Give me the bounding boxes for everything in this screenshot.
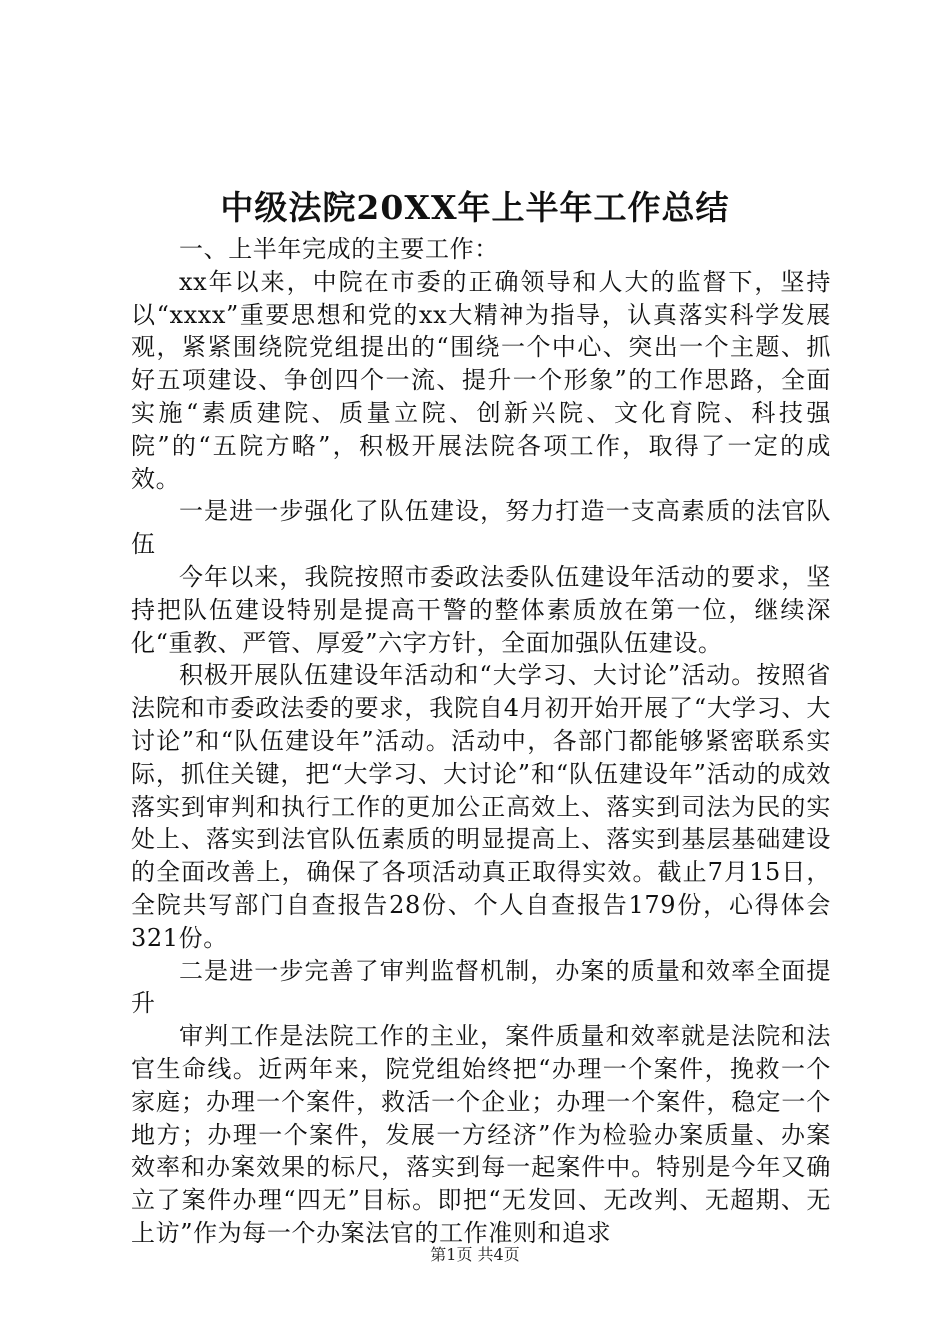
page-footer: 第1页 共4页 bbox=[430, 1245, 520, 1264]
document-title: 中级法院20XX年上半年工作总结 bbox=[220, 188, 730, 227]
document-body bbox=[131, 233, 831, 1250]
subheading-team-building: 一是进一步强化了队伍建设，努力打造一支高素质的法官队伍 bbox=[131, 497, 831, 559]
paragraph-trial-work: 审判工作是法院工作的主业，案件质量和效率就是法院和法官生命线。近两年来，院党组始终把“办理一个案件，挽救一个家庭；办理一个案件，救活一个企业；办理一个案件，稳定一个地方；办理一个案件，发展一方经济”作为检验办案质量、办案效率和办案效果的标尺，落实到每一起案件中。特别是今年又确立了案件办理“四无”目标。即把“无发回、无改判、无超期、无上访”作为每一个办案法官的工作准则和追求 bbox=[131, 1022, 831, 1247]
subheading-trial-supervision: 二是进一步完善了审判监督机制，办案的质量和效率全面提升 bbox=[131, 956, 831, 1018]
paragraph-team-building: 今年以来，我院按照市委政法委队伍建设年活动的要求，坚持把队伍建设特别是提高干警的整体素质放在第一位，继续深化“重教、严管、厚爱”六字方针，全面加强队伍建设。 bbox=[131, 562, 831, 657]
paragraph-overview: xx年以来，中院在市委的正确领导和人大的监督下，坚持以“xxxx”重要思想和党的xx大精神为指导，认真落实科学发展观，紧紧围绕院党组提出的“围绕一个中心、突出一个主题、抓好五项建设、争创四个一流、提升一个形象”的工作思路，全面实施“素质建院、质量立院、创新兴院、文化育院、科技强院”的“五院方略”，积极开展法院各项工作，取得了一定的成效。 bbox=[131, 267, 831, 493]
paragraph-study-activities: 积极开展队伍建设年活动和“大学习、大讨论”活动。按照省法院和市委政法委的要求，我院自4月初开始开展了“大学习、大讨论”和“队伍建设年”活动。活动中，各部门都能够紧密联系实际，抓住关键，把“大学习、大讨论”和“队伍建设年”活动的成效落实到审判和执行工作的更加公正高效上、落实到司法为民的实处上、落实到法官队伍素质的明显提高上、落实到基层基础建设的全面改善上，确保了各项活动真正取得实效。截止7月15日，全院共写部门自查报告28份、个人自查报告179份，心得体会321份。 bbox=[131, 661, 831, 952]
section-heading-main-work: 一、上半年完成的主要工作： bbox=[179, 235, 499, 263]
